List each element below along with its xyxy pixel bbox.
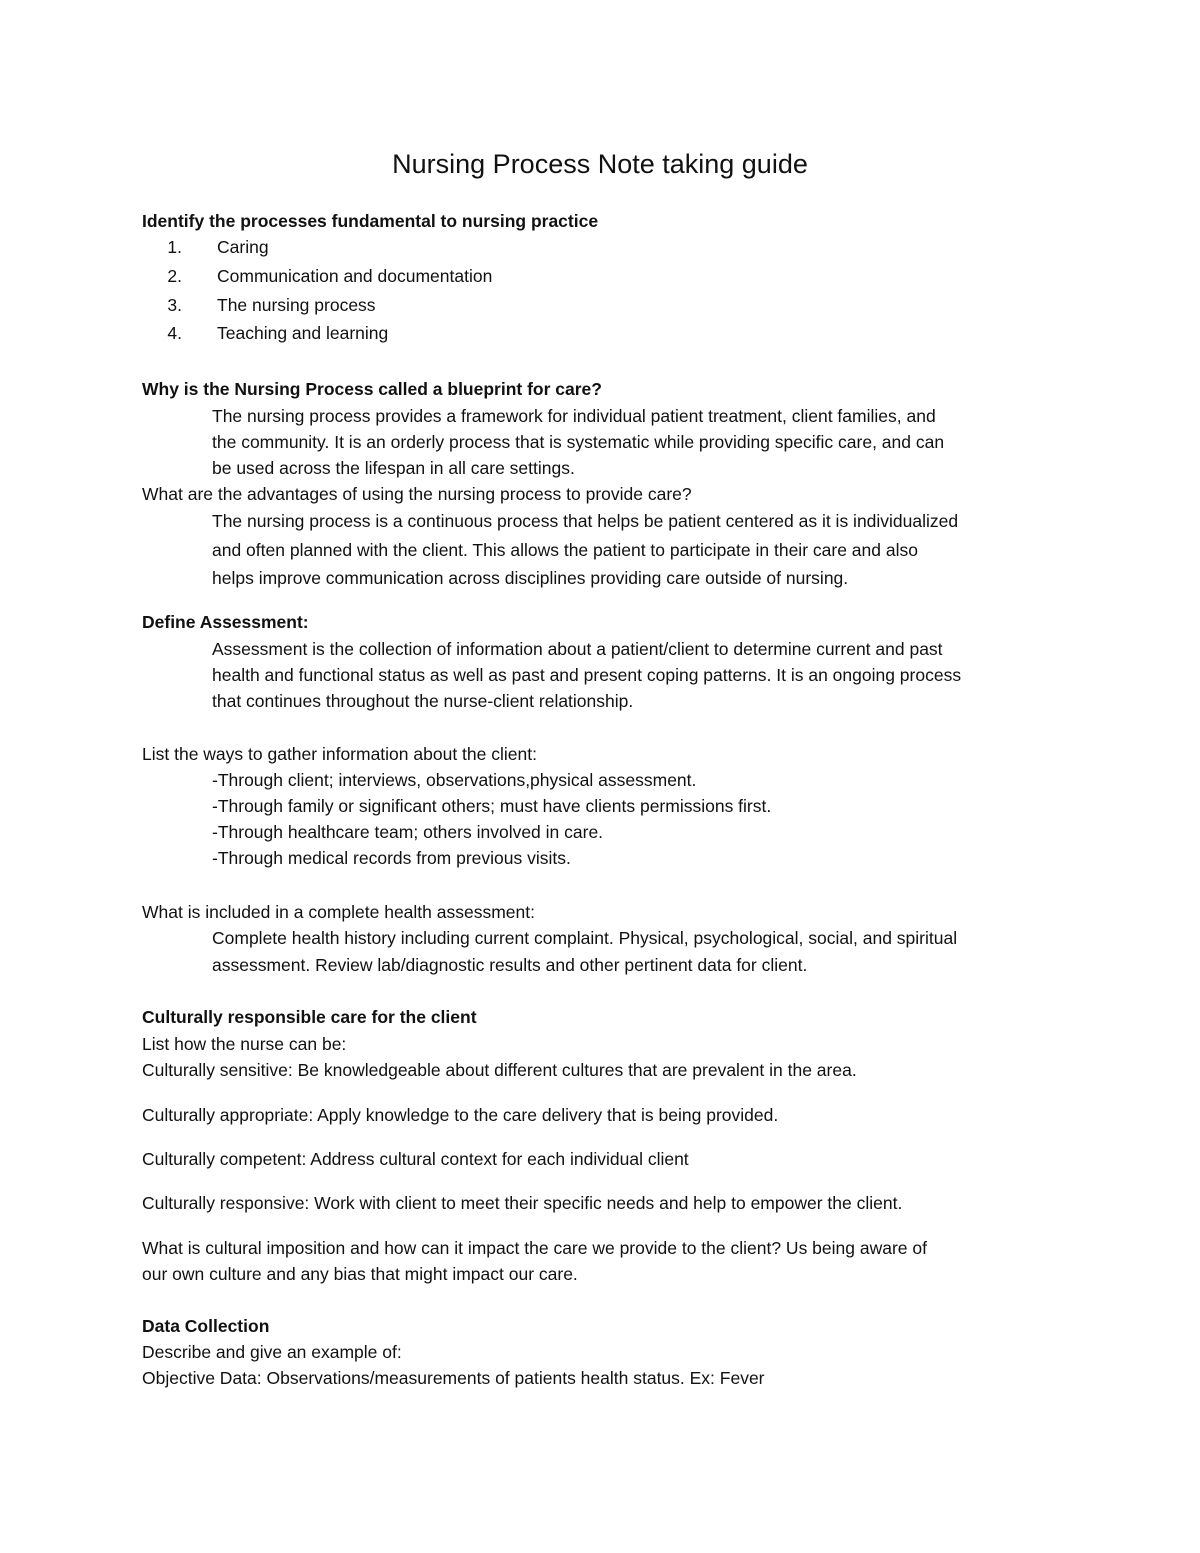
culturally-sensitive: Culturally sensitive: Be knowledgeable about different cultures that are prevalent in the area. bbox=[142, 1060, 857, 1080]
culturally-competent: Culturally competent: Address cultural context for each individual client bbox=[142, 1149, 689, 1169]
blueprint-answer-line: the community. It is an orderly process that is systematic while providing specific care, and can bbox=[212, 432, 945, 452]
advantages-question: What are the advantages of using the nursing process to provide care? bbox=[142, 484, 692, 504]
cultural-imposition-line: our own culture and any bias that might impact our care. bbox=[142, 1264, 578, 1284]
gather-item: -Through medical records from previous visits. bbox=[212, 848, 571, 868]
list-item: Caring bbox=[217, 237, 269, 257]
assessment-answer-line: that continues throughout the nurse-client relationship. bbox=[212, 691, 634, 711]
assessment-answer-line: health and functional status as well as past and present coping patterns. It is an ongoing process bbox=[212, 665, 962, 685]
assessment-heading: Define Assessment: bbox=[142, 612, 309, 632]
list-item-number: 3. bbox=[167, 295, 182, 315]
gather-item: -Through client; interviews, observations,physical assessment. bbox=[212, 770, 697, 790]
blueprint-heading: Why is the Nursing Process called a blueprint for care? bbox=[142, 379, 602, 399]
health-assessment-answer-line: Complete health history including current complaint. Physical, psychological, social, and spiritual bbox=[212, 928, 958, 948]
advantages-answer-line: helps improve communication across disciplines providing care outside of nursing. bbox=[212, 568, 849, 588]
assessment-answer-line: Assessment is the collection of information about a patient/client to determine current and past bbox=[212, 639, 943, 659]
list-item-number: 4. bbox=[167, 323, 182, 343]
data-collection-heading: Data Collection bbox=[142, 1316, 270, 1336]
list-item: Teaching and learning bbox=[217, 323, 389, 343]
gather-item: -Through family or significant others; must have clients permissions first. bbox=[212, 796, 772, 816]
processes-heading: Identify the processes fundamental to nursing practice bbox=[142, 211, 599, 231]
cultural-imposition-line: What is cultural imposition and how can it impact the care we provide to the client? Us being aware of bbox=[142, 1238, 927, 1258]
gather-question: List the ways to gather information about the client: bbox=[142, 744, 537, 764]
advantages-answer-line: and often planned with the client. This allows the patient to participate in their care and also bbox=[212, 540, 918, 560]
gather-item: -Through healthcare team; others involved in care. bbox=[212, 822, 604, 842]
data-collection-intro: Describe and give an example of: bbox=[142, 1342, 402, 1362]
health-assessment-answer-line: assessment. Review lab/diagnostic results and other pertinent data for client. bbox=[212, 955, 808, 975]
blueprint-answer-line: be used across the lifespan in all care settings. bbox=[212, 458, 575, 478]
cultural-intro: List how the nurse can be: bbox=[142, 1034, 347, 1054]
blueprint-answer-line: The nursing process provides a framework for individual patient treatment, client families, and bbox=[212, 406, 936, 426]
document-title: Nursing Process Note taking guide bbox=[392, 149, 808, 179]
objective-data: Objective Data: Observations/measurements of patients health status. Ex: Fever bbox=[142, 1368, 765, 1388]
list-item-number: 2. bbox=[167, 266, 182, 286]
culturally-appropriate: Culturally appropriate: Apply knowledge to the care delivery that is being provided. bbox=[142, 1105, 779, 1125]
culturally-responsive: Culturally responsive: Work with client to meet their specific needs and help to empower the client. bbox=[142, 1193, 903, 1213]
advantages-answer-line: The nursing process is a continuous process that helps be patient centered as it is individualized bbox=[212, 511, 959, 531]
list-item: Communication and documentation bbox=[217, 266, 493, 286]
list-item-number: 1. bbox=[167, 237, 182, 257]
list-item: The nursing process bbox=[217, 295, 376, 315]
health-assessment-question: What is included in a complete health assessment: bbox=[142, 902, 535, 922]
cultural-heading: Culturally responsible care for the client bbox=[142, 1007, 477, 1027]
